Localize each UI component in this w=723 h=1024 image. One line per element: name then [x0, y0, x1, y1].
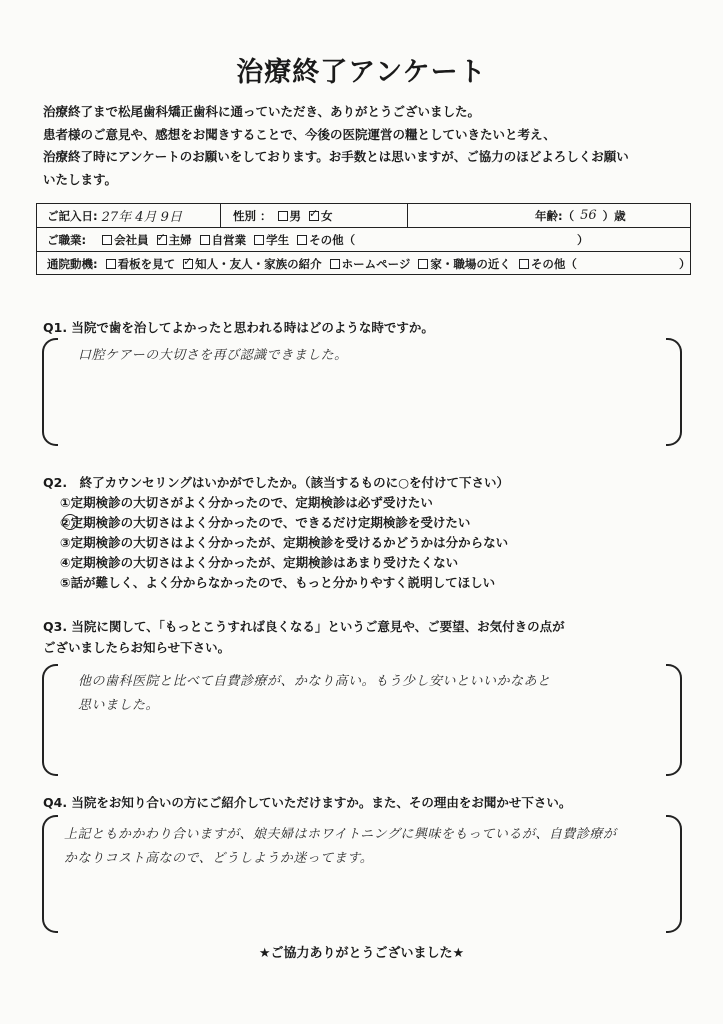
q1-answer[interactable]: 口腔ケアーの大切さを再び認識できました。 [78, 348, 348, 363]
checkbox-female[interactable] [309, 211, 319, 221]
date-label: ご記入日: [47, 208, 98, 223]
q2-question: Q2. 終了カウンセリングはいかがでしたか。（該当するものに○を付けて下さい） [43, 475, 509, 490]
occupation-housewife-label: 主婦 [168, 232, 192, 247]
intro-line: 患者様のご意見や、感想をお聞きすることで、今後の医院運営の糧としていきたいと考え、 [43, 126, 556, 142]
occupation-student-label: 学生 [266, 232, 290, 247]
motive-close-paren: ） [679, 257, 691, 271]
gender-female-label: 女 [321, 208, 333, 223]
gender-male-label: 男 [289, 208, 302, 223]
q3-question-line1: Q3. 当院に関して、「もっとこうすれば良くなる」というご意見や、ご要望、お気付きの点が [43, 619, 565, 634]
q2-choice-4[interactable]: ④定期検診の大切さはよく分かったが、定期検診はあまり受けたくない [60, 555, 459, 570]
checkbox-occupation-other[interactable] [297, 235, 307, 245]
checkbox-referral[interactable] [183, 259, 193, 269]
checkbox-student[interactable] [254, 235, 264, 245]
occupation-employee-label: 会社員 [114, 232, 149, 247]
age-suffix: ）歳 [602, 208, 626, 223]
q4-question: Q4. 当院をお知り合いの方にご紹介していただけますか。また、その理由をお聞かせ下さい。 [43, 795, 572, 810]
occupation-field [47, 228, 363, 251]
occupation-other-label: その他（ [309, 232, 356, 247]
divider [407, 204, 408, 227]
q2-choice-1[interactable]: ①定期検診の大切さがよく分かったので、定期検診は必ず受けたい [60, 495, 433, 510]
q2-choices [60, 493, 508, 593]
occupation-self-employed-label: 自営業 [211, 232, 247, 247]
gender-label: 性別 ： [233, 208, 272, 223]
checkbox-motive-other[interactable] [519, 259, 529, 269]
motive-other-close [679, 252, 691, 276]
q3-bracket-left [42, 664, 58, 776]
info-row-motive [37, 252, 690, 276]
respondent-info-table [36, 203, 691, 275]
checkbox-homepage[interactable] [330, 259, 340, 269]
checkbox-self-employed[interactable] [200, 235, 210, 245]
q4-bracket-left [42, 815, 58, 933]
checkbox-nearby[interactable] [418, 259, 428, 269]
gender-field [233, 204, 341, 227]
age-value: 56 [580, 208, 597, 223]
divider [220, 204, 221, 227]
q3-answer-line1[interactable]: 他の歯科医院と比べて自費診療が、かなり高い。もう少し安いといいかなあと [78, 674, 551, 689]
motive-option-signboard[interactable] [106, 256, 176, 272]
occupation-option-student[interactable] [254, 232, 289, 248]
motive-option-homepage[interactable] [330, 256, 411, 272]
occupation-other-close [577, 228, 589, 251]
motive-signboard-label: 看板を見て [117, 257, 176, 271]
occupation-option-other[interactable] [297, 232, 355, 248]
intro-text [43, 101, 683, 191]
q4-answer-line1[interactable]: 上記ともかかわり合いますが、娘夫婦はホワイトニングに興味をもっているが、自費診療が [64, 827, 617, 842]
motive-label: 通院動機: [47, 257, 98, 271]
intro-line: 治療終了まで松尾歯科矯正歯科に通っていただき、ありがとうございました。 [43, 104, 481, 119]
gender-option-female[interactable] [309, 208, 333, 224]
occupation-label: ご職業: [47, 232, 87, 247]
motive-option-other[interactable] [519, 256, 577, 272]
q2-choice-3[interactable]: ③定期検診の大切さはよく分かったが、定期検診を受けるかどうかは分からない [60, 535, 509, 550]
motive-option-nearby[interactable] [418, 256, 511, 272]
q3-answer-line2[interactable]: 思いました。 [78, 698, 160, 713]
page-title: 治療終了アンケート [236, 57, 487, 88]
date-value: 27年 4月 9日 [101, 210, 182, 225]
q1-bracket-right [666, 338, 682, 446]
motive-referral-label: 知人・友人・家族の紹介 [195, 257, 322, 271]
q3-question-line2: ございましたらお知らせ下さい。 [43, 640, 231, 655]
motive-field [47, 252, 585, 276]
motive-homepage-label: ホームページ [341, 257, 411, 271]
intro-line: 治療終了時にアンケートのお願いをしております。お手数とは思いますが、ご協力のほどよろしくお願い [43, 149, 629, 164]
motive-other-label: その他（ [530, 257, 577, 271]
date-field[interactable] [47, 204, 182, 227]
info-row-occupation [37, 228, 690, 252]
checkbox-male[interactable] [278, 211, 288, 221]
intro-line: いたします。 [43, 171, 118, 187]
q2-choice-2-label: ②定期検診の大切さはよく分かったので、できるだけ定期検診を受けたい [60, 515, 471, 530]
age-field[interactable] [535, 204, 626, 227]
q1-bracket-left [42, 338, 58, 446]
age-label: 年齢:（ [535, 208, 575, 223]
occupation-option-housewife[interactable] [157, 232, 192, 248]
q3-bracket-right [666, 664, 682, 776]
motive-option-referral[interactable] [183, 256, 322, 272]
occupation-option-self-employed[interactable] [200, 232, 247, 248]
q1-question: Q1. 当院で歯を治してよかったと思われる時はどのような時ですか。 [43, 320, 434, 335]
motive-nearby-label: 家・職場の近く [430, 257, 511, 271]
footer-thanks: ★ご協力ありがとうございました★ [258, 946, 465, 961]
q4-bracket-right [666, 815, 682, 933]
checkbox-signboard[interactable] [106, 259, 116, 269]
selected-circle-mark [62, 514, 78, 530]
q2-choice-5[interactable]: ⑤話が難しく、よく分からなかったので、もっと分かりやすく説明してほしい [60, 575, 496, 590]
occupation-option-employee[interactable] [102, 232, 149, 248]
occupation-close-paren: ） [577, 232, 589, 247]
checkbox-housewife[interactable] [157, 235, 167, 245]
q4-answer-line2[interactable]: かなりコスト高なので、どうしようか迷ってます。 [64, 851, 374, 866]
gender-option-male[interactable] [278, 208, 302, 224]
checkbox-employee[interactable] [102, 235, 112, 245]
info-row-date [37, 204, 690, 228]
q2-choice-2[interactable] [60, 513, 508, 533]
